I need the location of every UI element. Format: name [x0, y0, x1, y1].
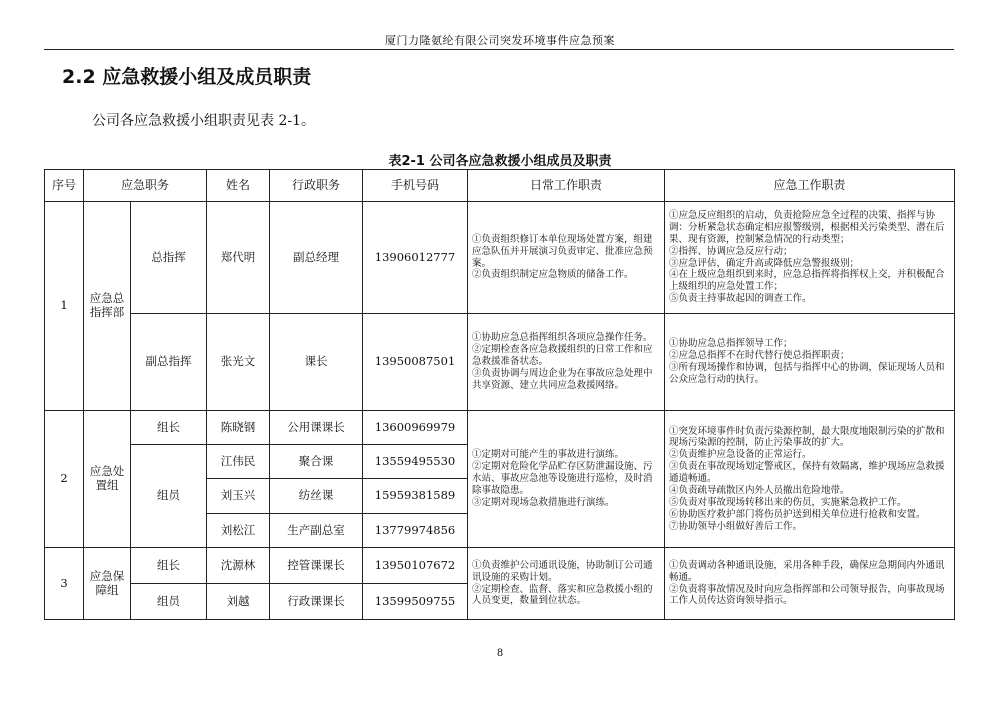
- member-admin-title: 控管课课长: [270, 548, 363, 584]
- group-seq: 1: [45, 202, 84, 411]
- duty-item: ①负责维护公司通讯设施，协助制订公司通讯设施的采购计划。: [472, 559, 653, 583]
- section-heading: 2.2 应急救援小组及成员职责: [62, 66, 312, 88]
- member-phone: 15959381589: [363, 479, 468, 514]
- col-header-daily: 日常工作职责: [468, 170, 665, 202]
- duty-item: ⑤负责主持事故起因的调查工作。: [669, 293, 812, 305]
- col-header-admin: 行政职务: [270, 170, 363, 202]
- member-role: 组长: [131, 548, 207, 584]
- daily-duties: [468, 411, 665, 548]
- member-name: 刘松江: [207, 514, 270, 548]
- duty-item: ③负责协调与周边企业为在事故应急处理中共享资源、建立共同应急救援网络。: [472, 367, 653, 391]
- duty-item: ⑦协助领导小组做好善后工作。: [669, 520, 803, 532]
- table-row: [45, 202, 955, 314]
- member-admin-title: 副总经理: [270, 202, 363, 314]
- member-phone: 13559495530: [363, 445, 468, 479]
- col-header-seq: 序号: [45, 170, 84, 202]
- member-admin-title: 课长: [270, 314, 363, 411]
- member-name: 江伟民: [207, 445, 270, 479]
- member-admin-title: 行政课课长: [270, 584, 363, 620]
- member-phone: 13950087501: [363, 314, 468, 411]
- member-phone: 13600969979: [363, 411, 468, 445]
- group-name: 应急总指挥部: [84, 202, 131, 411]
- daily-duties: [468, 202, 665, 314]
- duty-item: ①应急反应组织的启动，负责抢险应急全过程的决策、指挥与协调：分析紧急状态确定相应报警级别，根据相关污染类型、潜在后果、现有资源，控制紧急情况的行动类型；: [669, 210, 945, 245]
- member-phone: 13906012777: [363, 202, 468, 314]
- member-role: 总指挥: [131, 202, 207, 314]
- col-header-role: 应急职务: [84, 170, 207, 202]
- duty-item: ①定期对可能产生的事故进行演练。: [472, 449, 625, 461]
- duty-item: ②应急总指挥不在时代替行使总指挥职责；: [669, 350, 850, 362]
- duty-item: ③应急评估，确定升高或降低应急警报级别；: [669, 257, 860, 269]
- intro-paragraph: 公司各应急救援小组职责见表 2-1。: [92, 113, 315, 129]
- page-header: 厦门力隆氨纶有限公司突发环境事件应急预案: [385, 34, 615, 47]
- duty-item: ①协助应急总指挥领导工作；: [669, 338, 793, 350]
- duty-item: ②定期检查各应急救援组织的日常工作和应急救援准备状态。: [472, 344, 653, 368]
- emergency-duties: [665, 411, 955, 548]
- member-role: 组员: [131, 584, 207, 620]
- daily-duties: [468, 548, 665, 620]
- table-header-row: [45, 170, 955, 202]
- col-header-emergency: 应急工作职责: [665, 170, 955, 202]
- duty-item: ③所有现场操作和协调，包括与指挥中心的协调，保证现场人员和公众应急行动的执行。: [669, 362, 945, 385]
- member-phone: 13779974856: [363, 514, 468, 548]
- emergency-team-table: [44, 169, 955, 620]
- emergency-duties: [665, 202, 955, 314]
- member-name: 沈源林: [207, 548, 270, 584]
- duty-item: ③定期对现场急救措施进行演练。: [472, 496, 615, 508]
- member-admin-title: 聚合课: [270, 445, 363, 479]
- duty-item: ①突发环境事件时负责污染源控制，最大限度地限制污染的扩散和现场污染源的控制，防止污染事故的扩大。: [669, 425, 945, 449]
- table-row: [45, 411, 955, 445]
- duty-item: ⑤负责对事故现场转移出来的伤员，实施紧急救护工作。: [669, 496, 907, 508]
- member-role: 副总指挥: [131, 314, 207, 411]
- member-name: 郑代明: [207, 202, 270, 314]
- group-name: 应急处置组: [84, 411, 131, 548]
- duty-item: ④在上级应急组织到来时，应急总指挥将指挥权上交，并积极配合上级组织的应急处置工作；: [669, 269, 945, 293]
- member-admin-title: 生产副总室: [270, 514, 363, 548]
- col-header-phone: 手机号码: [363, 170, 468, 202]
- table-caption: 表2-1 公司各应急救援小组成员及职责: [388, 154, 612, 169]
- duty-item: ②定期检查、监督、落实和应急救援小组的人员变更，数量到位状态。: [472, 583, 653, 607]
- member-role: 组长: [131, 411, 207, 445]
- member-name: 刘越: [207, 584, 270, 620]
- group-name: 应急保障组: [84, 548, 131, 620]
- duty-item: ⑥协助医疗救护部门将伤员护送到相关单位进行抢救和安置。: [669, 508, 926, 520]
- daily-duties: [468, 314, 665, 411]
- duty-item: ②负责组织制定应急物质的储备工作。: [472, 269, 634, 281]
- duty-item: ①负责组织修订本单位现场处置方案，组建应急队伍并开展演习负责审定、批准应急预案。: [472, 233, 653, 269]
- emergency-duties: [665, 548, 955, 620]
- duty-item: ④负责疏导疏散区内外人员撤出危险地带。: [669, 484, 850, 496]
- duty-item: ①协助应急总指挥组织各项应急操作任务。: [472, 332, 653, 344]
- group-seq: 3: [45, 548, 84, 620]
- duty-item: ②负责将事故情况及时向应急指挥部和公司领导报告，向事故现场工作人员传达资询领导指示。: [669, 583, 945, 607]
- page-number: 8: [496, 648, 504, 659]
- emergency-duties: [665, 314, 955, 411]
- member-name: 刘玉兴: [207, 479, 270, 514]
- table-row: [45, 314, 955, 411]
- member-role: 组员: [131, 445, 207, 548]
- member-phone: 13950107672: [363, 548, 468, 584]
- header-divider: [44, 49, 954, 50]
- table-row: [45, 548, 955, 584]
- duty-item: ③负责在事故现场划定警戒区，保持有效隔离，维护现场应急救援通道畅通。: [669, 461, 945, 485]
- member-admin-title: 公用课课长: [270, 411, 363, 445]
- duty-item: ②定期对危险化学品贮存区防泄漏设施、污水站、事故应急池等设施进行巡检，及时消除事故隐患。: [472, 461, 653, 496]
- group-seq: 2: [45, 411, 84, 548]
- member-admin-title: 纺丝课: [270, 479, 363, 514]
- duty-item: ①负责调动各种通讯设施，采用各种手段，确保应急期间内外通讯畅通。: [669, 559, 945, 583]
- member-name: 张光文: [207, 314, 270, 411]
- col-header-name: 姓名: [207, 170, 270, 202]
- duty-item: ②指挥、协调应急反应行动；: [669, 245, 793, 257]
- member-phone: 13599509755: [363, 584, 468, 620]
- duty-item: ②负责维护应急设备的正常运行。: [669, 449, 812, 461]
- member-name: 陈晓钢: [207, 411, 270, 445]
